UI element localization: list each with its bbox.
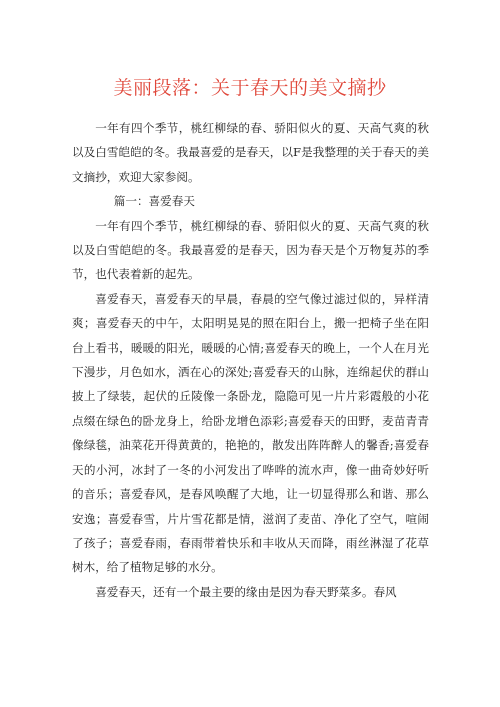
document-title: 美丽段落：关于春天的美文摘抄: [113, 77, 387, 99]
body-paragraph-2: 喜爱春天，喜爱春天的早晨，春晨的空气像过滤过似的，异样清爽；喜爱春天的中午，太阳明晃晃的照在阳台上，搬一把椅子坐在阳台上看书，暖暖的阳光，暖暖的心情;喜爱春天的晚上，一个人在月光下漫步，月色如水，洒在心的深处;喜爱春天的山脉，连绵起伏的群山披上了绿装，起伏的丘陵像一条卧龙，隐隐可见一片片彩霞般的小花点缀在绿色的卧龙身上，给卧龙增色添彩;喜爱春天的田野，麦苗青青像绿毯，油菜花开得黄黄的，艳艳的，散发出阵阵醉人的馨香;喜爱春天的小河，冰封了一冬的小河发出了哗哗的流水声，像一曲奇妙好听的音乐；喜爱春风，是春风唤醒了大地，让一切显得那么和谐、那么安逸；喜爱春雪，片片雪花都是情，滋润了麦苗、净化了空气，喧闹了孩子；喜爱春雨，春雨带着快乐和丰收从天而降，雨丝淋湿了花草树木，给了植物足够的水分。: [72, 291, 429, 575]
section-heading: 篇一：喜爱春天: [113, 194, 195, 209]
intro-paragraph: 一年有四个季节，桃红柳绿的春、骄阳似火的夏、天高气爽的秋以及白雪皑皑的冬。我最喜爱的是春天，以F是我整理的关于春天的美文摘抄，欢迎大家参阅。: [72, 121, 429, 184]
body-paragraph-3: 喜爱春天，还有一个最主要的缘由是因为春天野菜多。春风: [95, 584, 397, 599]
body-paragraph-1: 一年有四个季节，桃红柳绿的春、骄阳似火的夏、天高气爽的秋以及白雪皑皑的冬。我最喜爱的是春天，因为春天是个万物复苏的季节，也代表着新的起先。: [72, 218, 429, 282]
document-body: [72, 116, 429, 604]
